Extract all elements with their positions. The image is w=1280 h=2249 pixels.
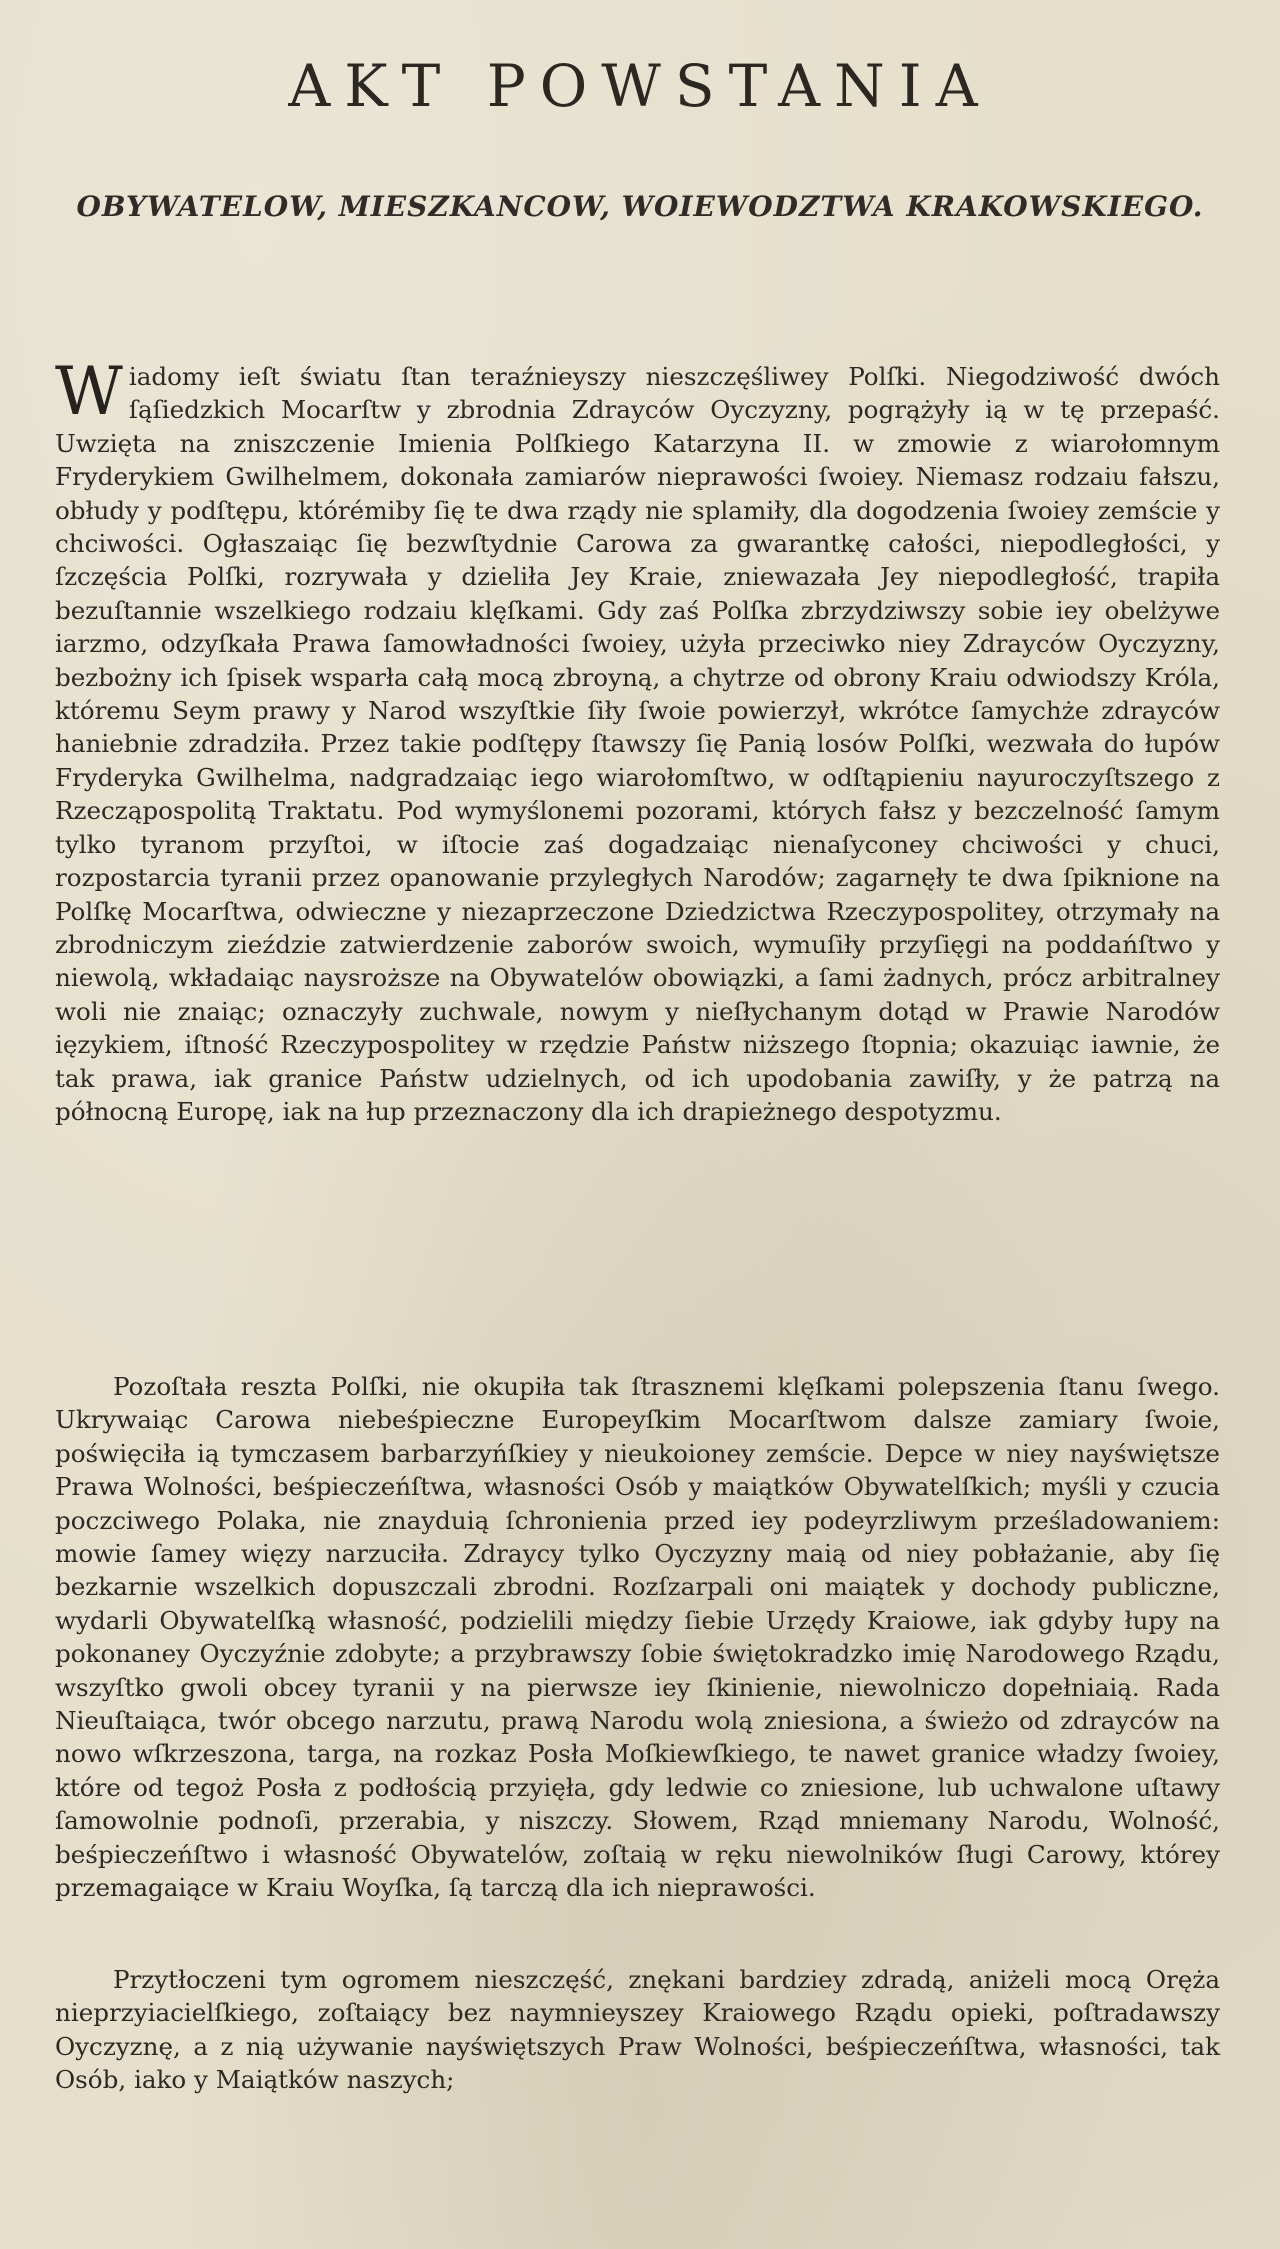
paragraph-1	[55, 353, 1220, 1128]
drop-cap: W	[55, 353, 123, 430]
document-subtitle: OBYWATELOW, MIESZKANCOW, WOIEWODZTWA KRAKOWSKIEGO.	[76, 190, 1204, 223]
paragraph-3	[55, 1963, 1220, 2097]
paragraph-2	[55, 1370, 1220, 1905]
paragraph-1-text: iadomy ieſt światu ſtan teraźnieyszy nieszczęśliwey Polſki. Niegodziwość dwóch ſąſiedzkich Mocarſtw y zbrodnia Zdrayców Oyczyzny, pogrążyły ią w tę przepaść. Uwzięta na zniszczenie Imienia Polſkiego Katarzyna II. w zmowie z wiarołomnym Fryderykiem Gwilhelmem, dokonała zamiarów nieprawości ſwoiey. Niemasz rodzaiu fałszu, obłudy y podſtępu, którémiby ſię te dwa rządy nie splamiły, dla dogodzenia ſwoiey zemście y chciwości. Ogłaszaiąc ſię bezwſtydnie Carowa za gwarantkę całości, niepodległości, y ſzczęścia Polſki, rozrywała y dzieliła Jey Kraie, zniewazała Jey niepodległość, trapiła bezuſtannie wszelkiego rodzaiu klęſkami. Gdy zaś Polſka zbrzydziwszy sobie iey obelżywe iarzmo, odzyſkała Prawa ſamowładności ſwoiey, użyła przeciwko niey Zdrayców Oyczyzny, bezbożny ich ſpisek wsparła całą mocą zbroyną, a chytrze od obrony Kraiu odwiodszy Króla, któremu Seym prawy y Narod wszyſtkie ſiły ſwoie powierzył, wkrótce ſamychże zdrayców haniebnie zdradziła. Przez takie podſtępy ſtawszy ſię Panią losów Polſki, wezwała do łupów Fryderyka Gwilhelma, nadgradzaiąc iego wiarołomſtwo, w odſtąpieniu nayuroczyſtszego z Rzecząpospolitą Traktatu. Pod wymyślonemi pozorami, których fałsz y bezczelność ſamym tylko tyranom przyſtoi, w iſtocie zaś dogadzaiąc nienaſyconey chciwości y chuci, rozpostarcia tyranii przez opanowanie przyległych Narodów; zagarnęły te dwa ſpiknione na Polſkę Mocarſtwa, odwieczne y niezaprzeczone Dziedzictwa Rzeczypospolitey, otrzymały na zbrodniczym zieździe zatwierdzenie zaborów swoich, wymuſiły przyſięgi na poddańſtwo y niewolą, wkładaiąc naysroższe na Obywatelów obowiązki, a ſami żadnych, prócz arbitralney woli nie znaiąc; oznaczyły zuchwale, nowym y nieſłychanym dotąd w Prawie Narodów ięzykiem, iſtność Rzeczypospolitey w rzędzie Państw niższego ſtopnia; okazuiąc iawnie, że tak prawa, iak granice Państw udzielnych, od ich upodobania zawiſły, y że patrzą na północną Europę, iak na łup przeznaczony dla ich drapieżnego despotyzmu.	[55, 362, 1220, 1126]
paragraph-2-text: Pozoſtała reszta Polſki, nie okupiła tak ſtrasznemi klęſkami polepszenia ſtanu ſwego. Ukrywaiąc Carowa niebeśpieczne Europeyſkim Mocarſtwom dalsze zamiary ſwoie, poświęciła ią tymczasem barbarzyńſkiey y nieukoioney zemście. Depce w niey nayświętsze Prawa Wolności, beśpieczeńſtwa, własności Osób y maiątków Obywatelſkich; myśli y czucia poczciwego Polaka, nie znayduią ſchronienia przed iey podeyrzliwym prześladowaniem: mowie ſamey więzy narzuciła. Zdraycy tylko Oyczyzny maią od niey pobłażanie, aby ſię bezkarnie wszelkich dopuszczali zbrodni. Rozſzarpali oni maiątek y dochody publiczne, wydarli Obywatelſką własność, podzielili między ſiebie Urzędy Kraiowe, iak gdyby łupy na pokonaney Oyczyźnie zdobyte; a przybrawszy ſobie świętokradzko imię Narodowego Rządu, wszyſtko gwoli obcey tyranii y na pierwsze iey ſkinienie, niewolniczo dopełniaią. Rada Nieuſtaiąca, twór obcego narzutu, prawą Narodu wolą zniesiona, a świeżo od zdrayców na nowo wſkrzeszona, targa, na rozkaz Posła Moſkiewſkiego, te nawet granice władzy ſwoiey, które od tegoż Posła z podłością przyięła, gdy ledwie co zniesione, lub uchwalone uſtawy ſamowolnie podnoſi, przerabia, y niszczy. Słowem, Rząd mniemany Narodu, Wolność, beśpieczeńſtwo i własność Obywatelów, zoſtaią w ręku niewolników ſługi Carowy, którey przemagaiące w Kraiu Woyſka, ſą tarczą dla ich nieprawości.	[55, 1372, 1220, 1903]
paragraph-3-text: Przytłoczeni tym ogromem nieszczęść, znękani bardziey zdradą, aniżeli mocą Oręża nieprzyiacielſkiego, zoſtaiący bez naymnieyszey Kraiowego Rządu opieki, poſtradawszy Oyczyznę, a z nią używanie nayświętszych Praw Wolności, beśpieczeńſtwa, własności, tak Osób, iako y Maiątków naszych;	[55, 1965, 1220, 2095]
document-title: AKT POWSTANIA	[288, 52, 992, 120]
